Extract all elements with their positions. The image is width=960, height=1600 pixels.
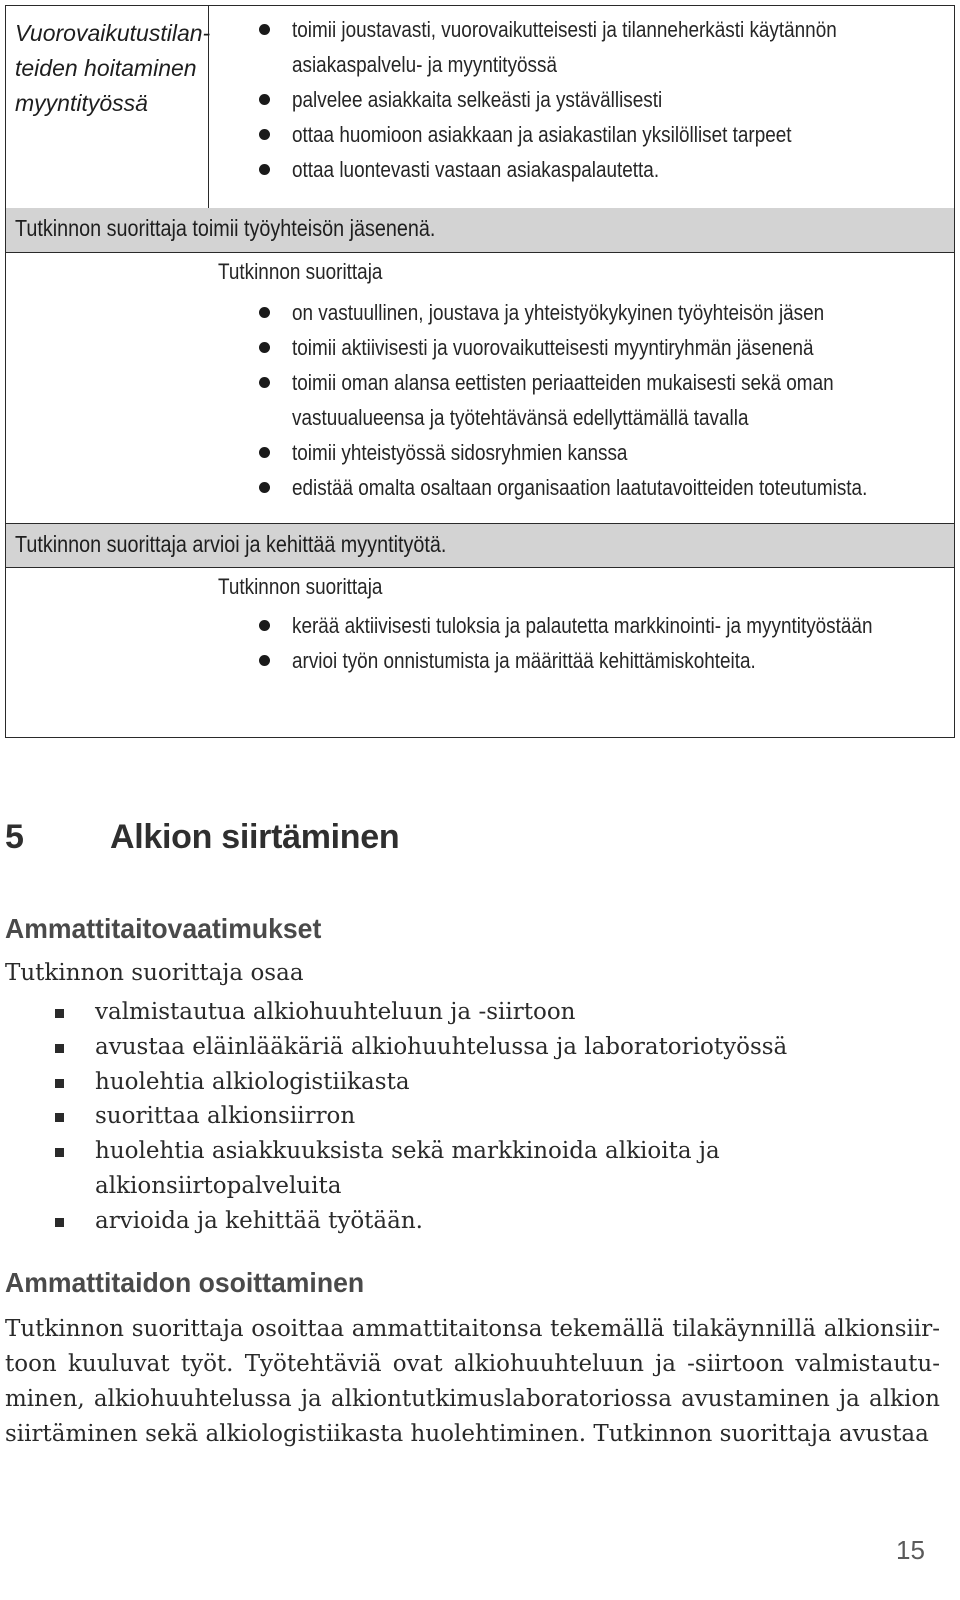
bullet-icon bbox=[259, 620, 270, 631]
bullet-icon bbox=[259, 342, 270, 353]
section-body bbox=[6, 253, 954, 521]
chapter-heading bbox=[5, 818, 399, 857]
bullet-icon bbox=[259, 94, 270, 105]
section-lead: Tutkinnon suorittaja bbox=[218, 259, 383, 284]
section-lead: Tutkinnon suorittaja bbox=[218, 574, 383, 599]
list-item: huolehtia asiakkuuksista sekä markkinoida alkioita ja alkionsiirtopalveluita bbox=[5, 1134, 905, 1204]
requirements-lead: Tutkinnon suorittaja osaa bbox=[5, 960, 304, 986]
bullet-icon bbox=[259, 129, 270, 140]
bullet-icon bbox=[259, 655, 270, 666]
square-bullet-icon bbox=[55, 1113, 64, 1122]
page-number: 15 bbox=[896, 1535, 925, 1565]
competence-name: Vuorovaikutustilan-teiden hoitaminen myyntityössä bbox=[15, 20, 211, 116]
list-item: toimii joustavasti, vuorovaikutteisesti ja tilanneherkästi käytännön asiakaspalvelu- ja myyntityössä bbox=[254, 12, 944, 82]
bullet-icon bbox=[259, 377, 270, 388]
list-item: arvioi työn onnistumista ja määrittää kehittämiskohteita. bbox=[254, 643, 944, 678]
list-item: arvioida ja kehittää työtään. bbox=[5, 1204, 905, 1239]
square-bullet-icon bbox=[55, 1148, 64, 1157]
bullet-icon bbox=[259, 447, 270, 458]
list-item: suorittaa alkionsiirron bbox=[5, 1099, 905, 1134]
list-item: toimii oman alansa eettisten periaatteiden mukaisesti sekä oman vastuualueensa ja työtehtävänsä edellyttämällä tavalla bbox=[254, 365, 944, 435]
bullet-icon bbox=[259, 24, 270, 35]
list-item: on vastuullinen, joustava ja yhteistyökykyinen työyhteisön jäsen bbox=[254, 295, 944, 330]
square-bullet-icon bbox=[55, 1079, 64, 1088]
criteria-list bbox=[254, 12, 944, 187]
requirements-heading: Ammattitaitovaatimukset bbox=[5, 913, 322, 944]
section-heading: Tutkinnon suorittaja toimii työyhteisön jäsenenä. bbox=[15, 215, 436, 241]
square-bullet-icon bbox=[55, 1218, 64, 1227]
list-item: huolehtia alkiologistiikasta bbox=[5, 1065, 905, 1100]
square-bullet-icon bbox=[55, 1009, 64, 1018]
list-item: ottaa huomioon asiakkaan ja asiakastilan yksilölliset tarpeet bbox=[254, 117, 944, 152]
demonstration-heading: Ammattitaidon osoittaminen bbox=[5, 1267, 365, 1298]
criteria-list bbox=[254, 295, 944, 505]
list-item: ottaa luontevasti vastaan asiakaspalautetta. bbox=[254, 152, 944, 187]
chapter-title: Alkion siirtäminen bbox=[110, 818, 400, 856]
list-item: toimii aktiivisesti ja vuorovaikutteisesti myyntiryhmän jäsenenä bbox=[254, 330, 944, 365]
bullet-icon bbox=[259, 482, 270, 493]
section-heading-row bbox=[6, 523, 954, 568]
list-item: palvelee asiakkaita selkeästi ja ystävällisesti bbox=[254, 82, 944, 117]
bullet-icon bbox=[259, 164, 270, 175]
list-item: valmistautua alkiohuuhteluun ja -siirtoon bbox=[5, 995, 905, 1030]
section-heading: Tutkinnon suorittaja arvioi ja kehittää myyntityötä. bbox=[15, 531, 447, 557]
section-body bbox=[6, 568, 954, 738]
list-item: kerää aktiivisesti tuloksia ja palautetta markkinointi- ja myyntityöstään bbox=[254, 608, 944, 643]
demonstration-paragraph: Tutkinnon suorittaja osoittaa ammattitaitonsa tekemällä tilakäynnillä alkionsiir-toon kuuluvat työt. Työtehtäviä ovat alkiohuuhteluun ja -siirtoon valmistautu-minen, alkiohuuhtelussa ja alkiontutkimuslaboratoriossa avustaminen ja alkion siirtäminen sekä alkiologistiikasta huolehtiminen. Tutkinnon suorittaja avustaa bbox=[5, 1316, 940, 1447]
list-item: edistää omalta osaltaan organisaation laatutavoitteiden toteutumista. bbox=[254, 470, 944, 505]
table-row bbox=[6, 6, 954, 209]
list-item: toimii yhteistyössä sidosryhmien kanssa bbox=[254, 435, 944, 470]
competence-cell bbox=[6, 6, 209, 208]
bullet-icon bbox=[259, 307, 270, 318]
criteria-list bbox=[254, 608, 944, 678]
section-heading-row bbox=[6, 208, 954, 253]
competence-table bbox=[5, 5, 955, 738]
square-bullet-icon bbox=[55, 1044, 64, 1053]
chapter-number: 5 bbox=[5, 818, 24, 856]
requirements-list bbox=[5, 995, 905, 1239]
list-item: avustaa eläinlääkäriä alkiohuuhtelussa ja laboratoriotyössä bbox=[5, 1030, 905, 1065]
